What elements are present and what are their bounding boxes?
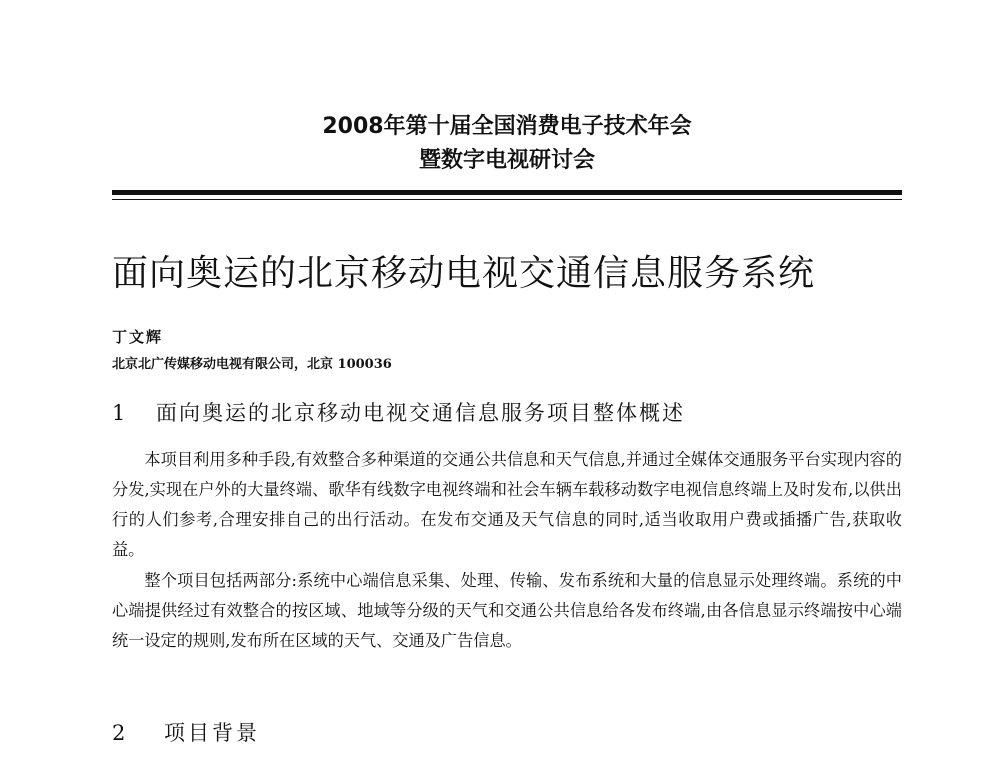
section-heading-2 [112, 719, 260, 747]
conference-title-line1: 2008年第十届全国消费电子技术年会 [322, 114, 692, 139]
section-number: 2 [112, 721, 129, 745]
paper-title: 面向奥运的北京移动电视交通信息服务系统 [112, 253, 816, 294]
paragraph: 本项目利用多种手段,有效整合多种渠道的交通公共信息和天气信息,并通过全媒体交通服务平台实现内容的分发,实现在户外的大量终端、歌华有线数字电视终端和社会车辆车载移动数字电视信息终端上及时发布,以供出行的人们参考,合理安排自己的出行活动。在发布交通及天气信息的同时,适当收取用户费或插播广告,获取收益。 [112, 450, 902, 559]
author-name: 丁文辉 [112, 328, 164, 346]
section-title: 面向奥运的北京移动电视交通信息服务项目整体概述 [156, 401, 685, 425]
header-rule-thick [112, 190, 902, 195]
section-number: 1 [112, 401, 128, 425]
section-title: 项目背景 [164, 721, 260, 745]
section-heading-1 [112, 399, 685, 427]
author-affiliation: 北京北广传媒移动电视有限公司，北京 100036 [112, 357, 392, 372]
paragraph: 整个项目包括两部分:系统中心端信息采集、处理、传输、发布系统和大量的信息显示处理终端。系统的中心端提供经过有效整合的按区域、地域等分级的天气和交通公共信息给各发布终端,由各信息显示终端按中心端统一设定的规则,发布所在区域的天气、交通及广告信息。 [112, 571, 902, 650]
conference-header [112, 110, 902, 178]
header-rule-thin [112, 199, 902, 200]
conference-title-line2: 暨数字电视研讨会 [418, 148, 595, 173]
